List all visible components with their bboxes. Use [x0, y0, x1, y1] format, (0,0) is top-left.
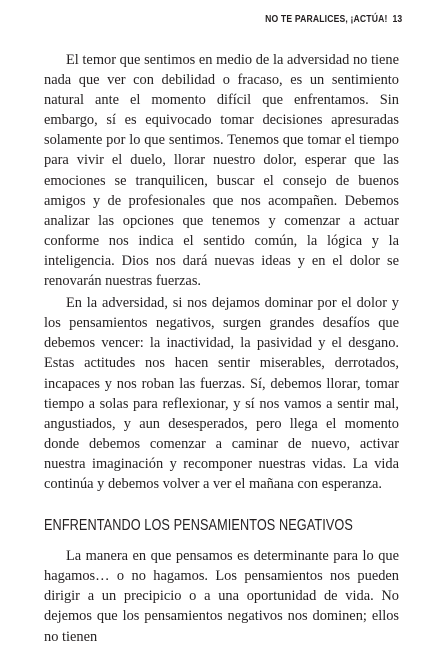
body-paragraph: El temor que sentimos en medio de la adversidad no tiene nada que ver con debilidad o fracaso, es un sentimiento natural ante el momento difícil que enfrentamos. Sin embargo, sí es equivocado tomar decisiones apresuradas solamente por lo que sentimos. Tenemos que tomar el tiempo para vivir el duelo, llorar nuestro dolor, esperar que las emociones se tranquilicen, buscar el consejo de buenos amigos y de profesionales que nos acompañen. Debemos analizar las opciones que tenemos y comenzar a actuar conforme nos indica el sentido común, la lógica y la inteligencia. Dios nos dará nuevas ideas y en el dolor se renovarán nuestras fuerzas.: [44, 52, 399, 290]
running-head: [265, 13, 402, 25]
section-heading: ENFRENTANDO LOS PENSAMIENTOS NEGATIVOS: [44, 517, 353, 535]
body-paragraph: La manera en que pensamos es determinante para lo que hagamos… o no hagamos. Los pensamientos nos pueden dirigir a un precipicio o a una oportunidad de vida. No dejemos que los pensamientos negativos nos dominen; ellos no tienen: [44, 548, 399, 645]
body-paragraph: En la adversidad, si nos dejamos dominar por el dolor y los pensamientos negativos, surgen grandes desafíos que debemos vencer: la inactividad, la pasividad y el desgano. Estas actitudes nos hacen sentir miserables, derrotados, incapaces y nos roban las fuerzas. Sí, debemos llorar, tomar tiempo a solas para reflexionar, y sí nos vamos a sentir mal, angustiados, y aun desesperados, pero llega el momento donde debemos comenzar a caminar de nuevo, activar nuestra imaginación y recomponer nuestras vidas. La vida continúa y debemos volver a ver el mañana con esperanza.: [44, 295, 399, 492]
page-body: [44, 50, 399, 647]
running-head-title: NO TE PARALICES, ¡ACTÚA!: [264, 13, 388, 25]
page-number: 13: [392, 13, 402, 25]
